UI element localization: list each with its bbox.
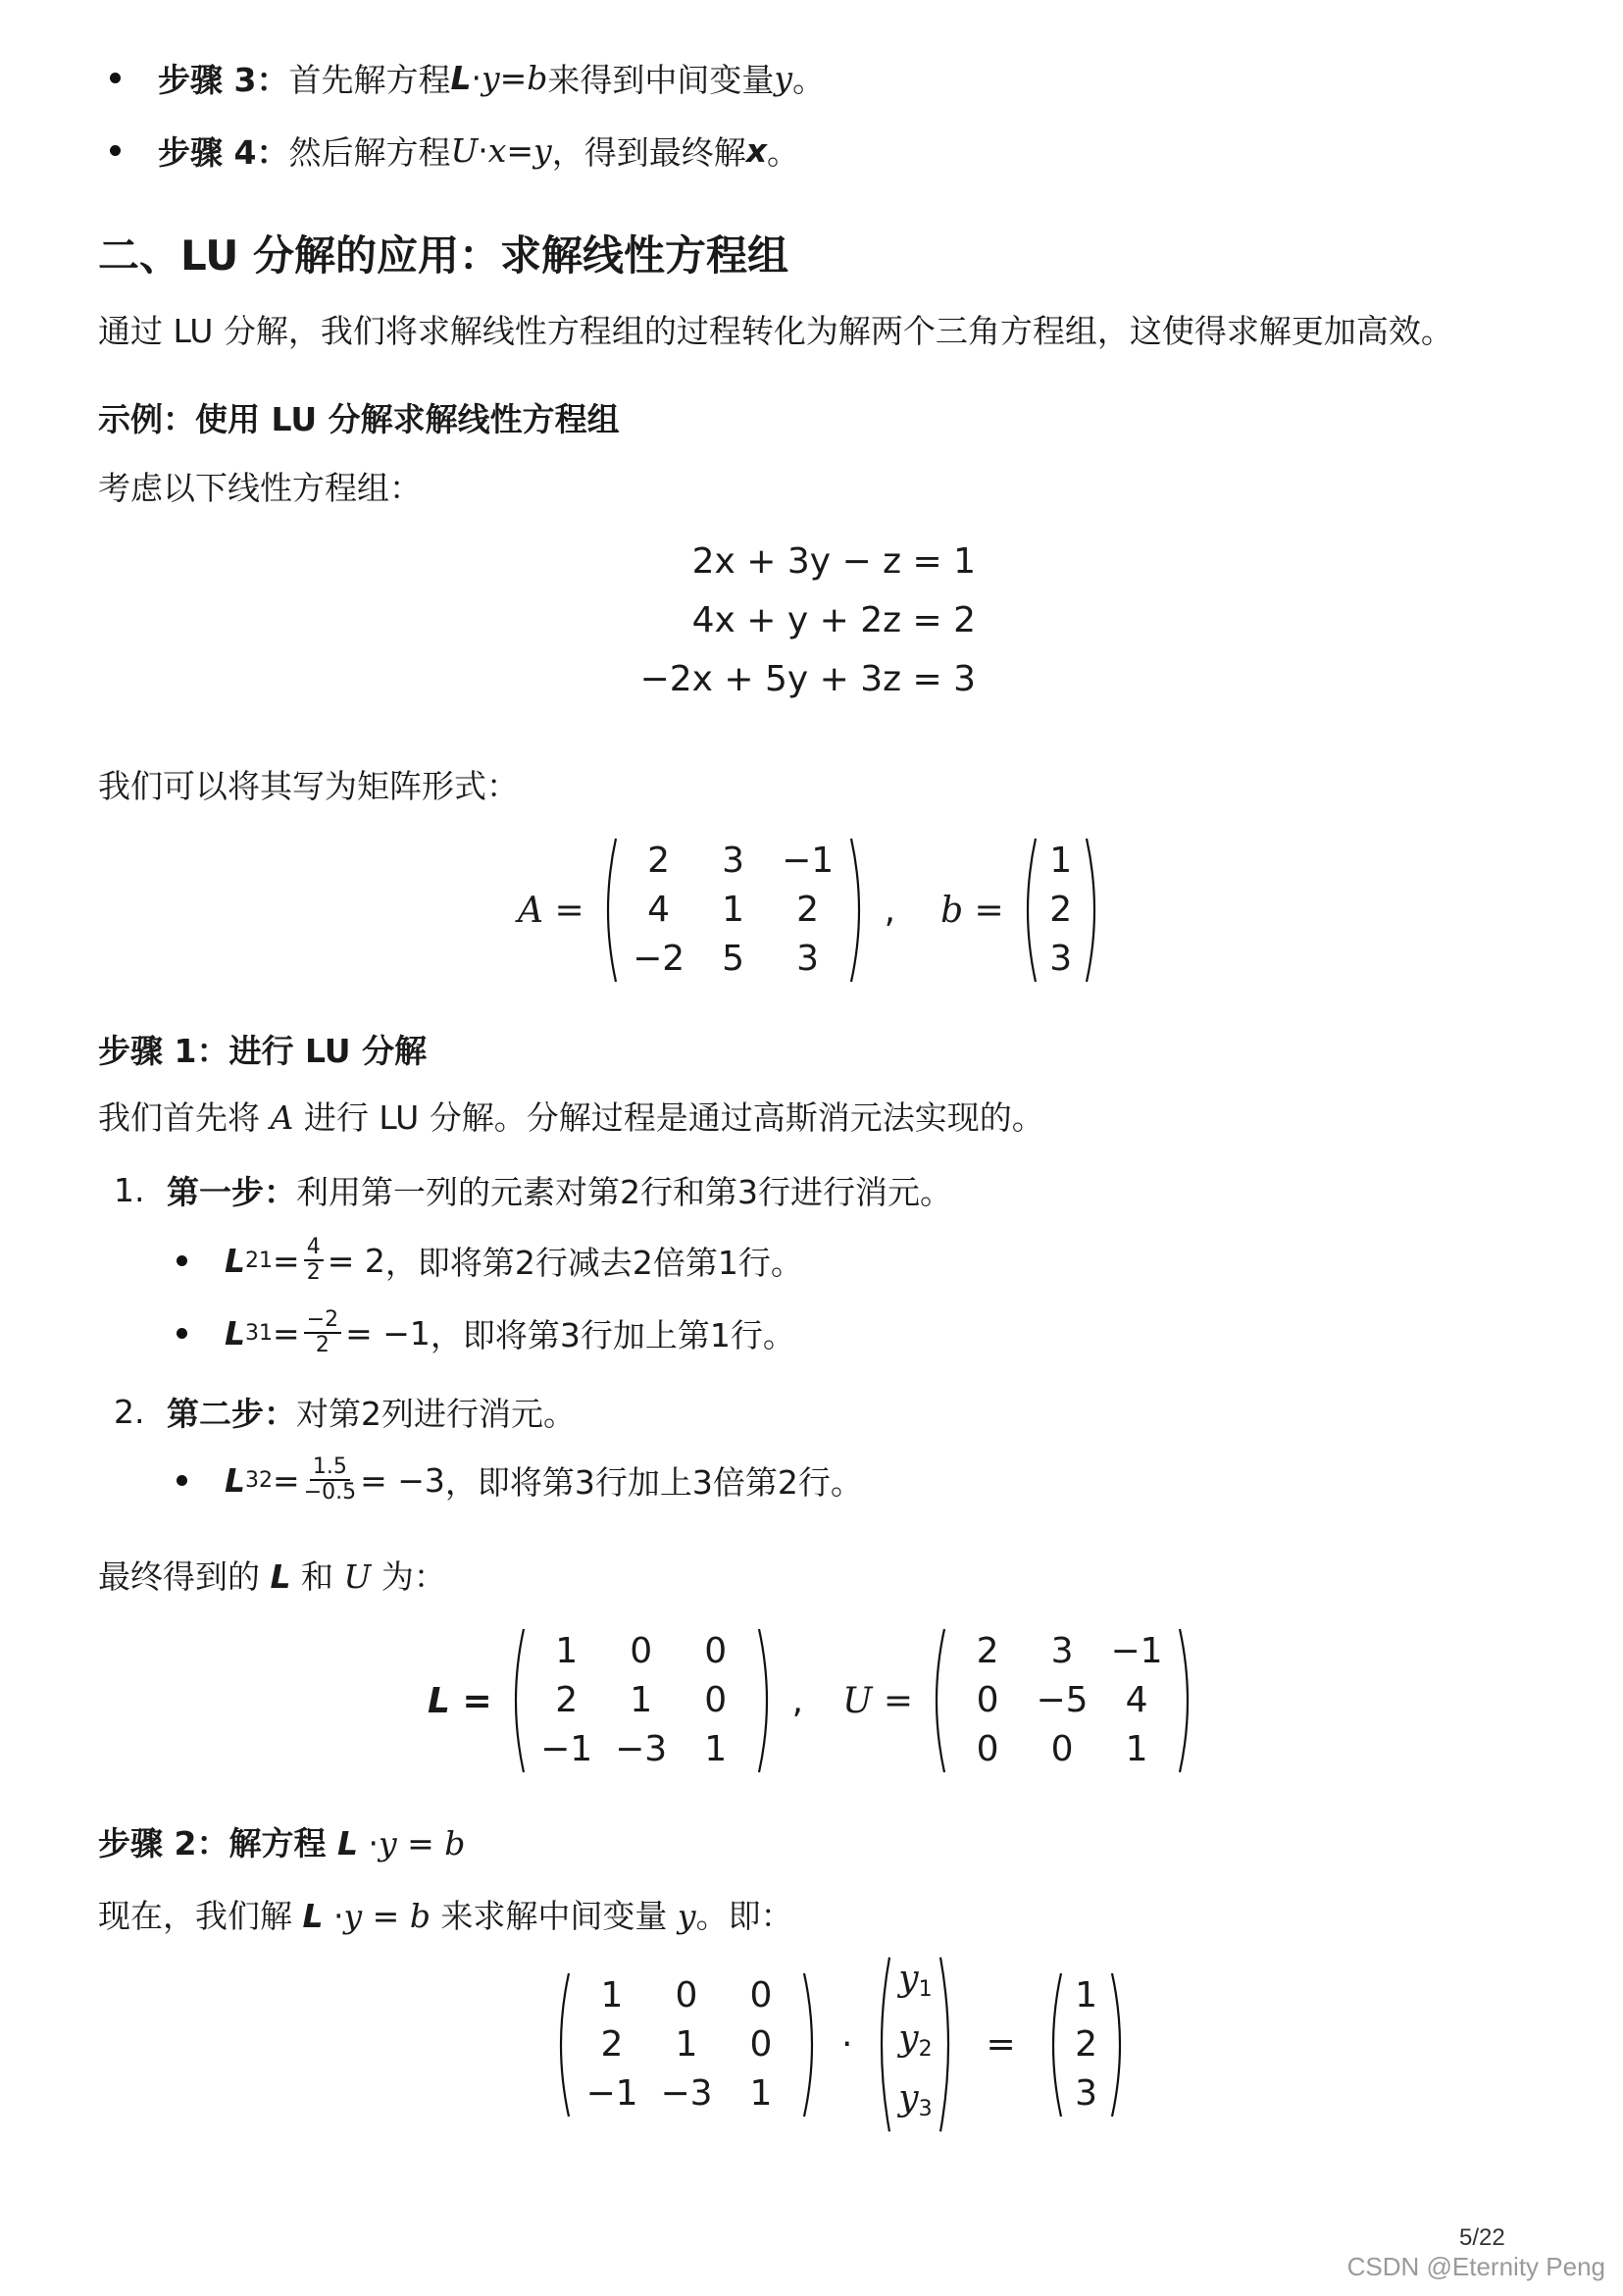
matrix-cell: 2 bbox=[796, 890, 820, 930]
page-number: 5/22 bbox=[1459, 2224, 1505, 2251]
matrix-cell: −2 bbox=[633, 939, 685, 979]
math-y: y bbox=[343, 1897, 363, 1935]
matrix-cell: −3 bbox=[660, 2072, 713, 2114]
y-variable: y bbox=[898, 1959, 919, 1999]
equation-line-2: 4x + y + 2z = 2 bbox=[691, 600, 976, 640]
math-b: b bbox=[527, 59, 548, 97]
matrix-cell: 1 bbox=[704, 1729, 728, 1769]
sub-bullet-L31 bbox=[177, 1308, 795, 1357]
comma: , bbox=[884, 890, 896, 931]
matrix-cell: 1 bbox=[675, 2023, 698, 2065]
math-x: x bbox=[487, 131, 507, 170]
vector-b-grid bbox=[1040, 836, 1083, 985]
list-number: 1. bbox=[114, 1171, 145, 1209]
matrix-cell: 0 bbox=[749, 2023, 773, 2065]
step1-text: 我们首先将 bbox=[98, 1098, 271, 1137]
y-subscript: 3 bbox=[918, 2097, 933, 2121]
right-paren bbox=[847, 836, 869, 985]
math-L: L bbox=[270, 1557, 291, 1596]
left-paren bbox=[1043, 1970, 1065, 2119]
vector-y-grid bbox=[893, 1954, 937, 2135]
bullet-dot bbox=[177, 1255, 187, 1266]
math-b: b bbox=[444, 1824, 466, 1862]
matrix-cell: 0 bbox=[704, 1631, 728, 1671]
math-L: L bbox=[225, 1460, 246, 1500]
bullet-dot bbox=[110, 73, 121, 83]
left-paren bbox=[506, 1626, 528, 1775]
numbered-item-1 bbox=[114, 1167, 952, 1213]
matrix-cell: 1 bbox=[749, 2072, 773, 2114]
matrix-cell: 0 bbox=[976, 1680, 999, 1720]
sub-bullet-L32 bbox=[177, 1455, 863, 1505]
math-y: y bbox=[533, 131, 552, 170]
fraction-numerator: 4 bbox=[304, 1236, 324, 1261]
matrix-cell: −1 bbox=[585, 2072, 638, 2114]
math-equals: = bbox=[362, 1897, 410, 1935]
equation-line-3: −2x + 5y + 3z = 3 bbox=[639, 659, 976, 699]
vector-cell bbox=[895, 1958, 935, 2012]
sub-bullet-text: ，即将第3行加上3倍第2行。 bbox=[444, 1462, 863, 1502]
math-dot: · bbox=[357, 1824, 379, 1862]
matrix-A-b-block bbox=[518, 836, 1110, 985]
y-variable: y bbox=[898, 2078, 919, 2118]
math-result: = 2 bbox=[327, 1241, 385, 1280]
system-matrix-L bbox=[551, 1970, 822, 2119]
numbered-text: 对第2列进行消元。 bbox=[296, 1395, 576, 1433]
math-y: y bbox=[774, 59, 793, 97]
math-subscript: 32 bbox=[245, 1467, 274, 1493]
vector-rhs bbox=[1043, 1970, 1130, 2119]
math-L: L bbox=[336, 1824, 358, 1862]
vector-cell: 3 bbox=[1075, 2072, 1098, 2114]
y-subscript: 2 bbox=[918, 2037, 933, 2062]
math-dot: · bbox=[323, 1897, 344, 1935]
b-label: b = bbox=[940, 890, 1004, 931]
matrix-L-grid bbox=[528, 1626, 755, 1775]
math-equals: = bbox=[499, 59, 528, 97]
numbered-label: 第二步： bbox=[167, 1395, 296, 1433]
math-result: = −1 bbox=[345, 1313, 431, 1352]
matrix-cell: −5 bbox=[1036, 1680, 1089, 1720]
matrix-cell: 0 bbox=[630, 1631, 653, 1671]
math-equals: = bbox=[273, 1241, 300, 1280]
matrix-cell: −3 bbox=[615, 1729, 668, 1769]
y-subscript: 1 bbox=[918, 1977, 933, 2002]
matrix-cell: 0 bbox=[976, 1729, 999, 1769]
matrix-cell: 3 bbox=[796, 939, 820, 979]
numbered-text: 利用第一列的元素对第2行和第3行进行消元。 bbox=[296, 1173, 952, 1211]
matrix-cell: 2 bbox=[600, 2023, 624, 2065]
numbered-item-2 bbox=[114, 1389, 576, 1435]
matrix-form-text: 我们可以将其写为矩阵形式： bbox=[98, 767, 519, 805]
fraction-denominator: 2 bbox=[306, 1260, 321, 1286]
matrix-cell: 0 bbox=[749, 1974, 773, 2015]
fraction-denominator: 2 bbox=[315, 1333, 330, 1358]
consider-text: 考虑以下线性方程组： bbox=[98, 469, 422, 507]
left-paren bbox=[1018, 836, 1040, 985]
step2-heading-text: 步骤 2：解方程 bbox=[98, 1824, 337, 1862]
math-y: y bbox=[378, 1824, 397, 1862]
math-A: A bbox=[270, 1098, 294, 1137]
watermark: CSDN @Eternity Peng bbox=[1346, 2252, 1605, 2281]
bullet-text: 。 bbox=[792, 61, 826, 99]
matrix-cell: −1 bbox=[1110, 1631, 1163, 1671]
matrix-cell: 2 bbox=[647, 841, 671, 881]
math-equals: = bbox=[506, 131, 534, 170]
matrix-cell: 0 bbox=[1050, 1729, 1074, 1769]
matrix-cell: 4 bbox=[1125, 1680, 1148, 1720]
matrix-L-U-block bbox=[428, 1626, 1203, 1775]
matrix-cell: 4 bbox=[647, 890, 671, 930]
matrix-cell: 0 bbox=[675, 1974, 698, 2015]
right-paren bbox=[755, 1626, 777, 1775]
matrix-cell: −1 bbox=[782, 841, 835, 881]
fraction-numerator: 1.5 bbox=[310, 1455, 350, 1481]
fraction-numerator: −2 bbox=[304, 1308, 341, 1334]
vector-cell: 1 bbox=[1075, 1974, 1098, 2015]
matrix-cell: 1 bbox=[722, 890, 745, 930]
U-label: U = bbox=[842, 1680, 914, 1721]
system-matrix-grid bbox=[573, 1970, 800, 2119]
matrix-cell: −1 bbox=[540, 1729, 593, 1769]
math-L: L bbox=[450, 59, 472, 97]
equals-sign: = bbox=[986, 2024, 1016, 2065]
numbered-label: 第一步： bbox=[167, 1173, 296, 1211]
now-text bbox=[98, 1891, 793, 1937]
final-text-part: 最终得到的 bbox=[98, 1557, 271, 1596]
bullet-dot bbox=[177, 1475, 187, 1486]
right-paren bbox=[1108, 1970, 1130, 2119]
example-heading: 示例：使用 LU 分解求解线性方程组 bbox=[98, 400, 620, 438]
vector-cell: 3 bbox=[1049, 939, 1073, 979]
step1-heading: 步骤 1：进行 LU 分解 bbox=[98, 1032, 428, 1070]
matrix-A bbox=[598, 836, 869, 985]
matrix-cell: 1 bbox=[555, 1631, 579, 1671]
sub-bullet-L21 bbox=[177, 1236, 803, 1285]
now-text-part: 。即： bbox=[695, 1897, 793, 1935]
matrix-cell: 2 bbox=[976, 1631, 999, 1671]
math-subscript: 31 bbox=[245, 1320, 274, 1346]
bullet-step-4 bbox=[110, 128, 799, 174]
final-text bbox=[98, 1552, 446, 1598]
L-label: L = bbox=[428, 1680, 492, 1721]
vector-cell: 1 bbox=[1049, 841, 1073, 881]
bullet-text: 。 bbox=[767, 133, 799, 172]
math-y: y bbox=[677, 1897, 696, 1935]
right-paren bbox=[937, 1954, 958, 2135]
A-label: A = bbox=[518, 890, 584, 931]
math-result: = −3 bbox=[360, 1460, 445, 1500]
math-b: b bbox=[409, 1897, 431, 1935]
vector-cell bbox=[895, 2077, 935, 2131]
step1-text: 进行 LU 分解。分解过程是通过高斯消元法实现的。 bbox=[293, 1098, 1044, 1137]
matrix-U-grid bbox=[948, 1626, 1176, 1775]
intro-paragraph: 通过 LU 分解，我们将求解线性方程组的过程转化为解两个三角方程组，这使得求解更加高效。 bbox=[98, 312, 1453, 350]
matrix-U bbox=[927, 1626, 1197, 1775]
matrix-cell: 2 bbox=[555, 1680, 579, 1720]
fraction bbox=[304, 1308, 341, 1357]
math-U: U bbox=[450, 131, 479, 170]
matrix-cell: 3 bbox=[722, 841, 745, 881]
list-number: 2. bbox=[114, 1393, 145, 1431]
bullet-label: 步骤 4： bbox=[158, 133, 289, 172]
final-text-part: 和 bbox=[290, 1557, 344, 1596]
bullet-text: 来得到中间变量 bbox=[547, 61, 775, 99]
left-paren bbox=[551, 1970, 573, 2119]
matrix-cell: 3 bbox=[1050, 1631, 1074, 1671]
now-text-part: 来求解中间变量 bbox=[430, 1897, 678, 1935]
math-equals: = bbox=[273, 1460, 300, 1500]
matrix-cell: 1 bbox=[1125, 1729, 1148, 1769]
fraction bbox=[304, 1236, 324, 1285]
math-L: L bbox=[225, 1241, 246, 1280]
math-y: y bbox=[481, 59, 500, 97]
vector-cell: 2 bbox=[1075, 2023, 1098, 2065]
math-subscript: 21 bbox=[245, 1248, 274, 1273]
dot-operator: · bbox=[841, 2024, 853, 2065]
step2-heading bbox=[98, 1818, 465, 1864]
matrix-A-grid bbox=[620, 836, 847, 985]
bullet-dot bbox=[110, 145, 121, 156]
math-x: x bbox=[745, 131, 767, 170]
bullet-text: 首先解方程 bbox=[288, 61, 451, 99]
math-dot: · bbox=[478, 131, 488, 170]
matrix-cell: 1 bbox=[600, 1974, 624, 2015]
math-dot: · bbox=[471, 59, 482, 97]
vector-b bbox=[1018, 836, 1104, 985]
vector-cell: 2 bbox=[1049, 890, 1073, 930]
vector-y bbox=[872, 1954, 958, 2135]
bullet-text: ，得到最终解 bbox=[551, 133, 746, 172]
bullet-label: 步骤 3： bbox=[158, 61, 289, 99]
math-equals: = bbox=[273, 1313, 300, 1352]
matrix-cell: 1 bbox=[630, 1680, 653, 1720]
bullet-text: 然后解方程 bbox=[288, 133, 451, 172]
comma: , bbox=[791, 1680, 804, 1721]
left-paren bbox=[927, 1626, 948, 1775]
left-paren bbox=[872, 1954, 893, 2135]
bullet-step-3 bbox=[110, 55, 825, 101]
right-paren bbox=[1176, 1626, 1197, 1775]
bullet-dot bbox=[177, 1328, 187, 1339]
section-heading: 二、LU 分解的应用：求解线性方程组 bbox=[98, 231, 788, 280]
matrix-cell: 5 bbox=[722, 939, 745, 979]
math-L: L bbox=[302, 1897, 324, 1935]
step1-paragraph bbox=[98, 1093, 1044, 1139]
right-paren bbox=[800, 1970, 822, 2119]
sub-bullet-text: ，即将第2行减去2倍第1行。 bbox=[384, 1243, 803, 1282]
triangular-system bbox=[545, 1954, 1136, 2135]
right-paren bbox=[1083, 836, 1104, 985]
matrix-cell: 0 bbox=[704, 1680, 728, 1720]
equation-line-1: 2x + 3y − z = 1 bbox=[691, 541, 976, 582]
y-variable: y bbox=[898, 2018, 919, 2059]
math-U: U bbox=[343, 1557, 372, 1596]
now-text-part: 现在，我们解 bbox=[98, 1897, 303, 1935]
vector-cell bbox=[895, 2017, 935, 2071]
math-L: L bbox=[225, 1313, 246, 1352]
vector-rhs-grid bbox=[1065, 1970, 1108, 2119]
fraction-denominator: −0.5 bbox=[303, 1480, 357, 1505]
final-text-part: 为： bbox=[371, 1557, 446, 1596]
fraction bbox=[304, 1455, 356, 1505]
matrix-L bbox=[506, 1626, 777, 1775]
sub-bullet-text: ，即将第3行加上第1行。 bbox=[430, 1315, 795, 1354]
left-paren bbox=[598, 836, 620, 985]
math-equals: = bbox=[396, 1824, 445, 1862]
